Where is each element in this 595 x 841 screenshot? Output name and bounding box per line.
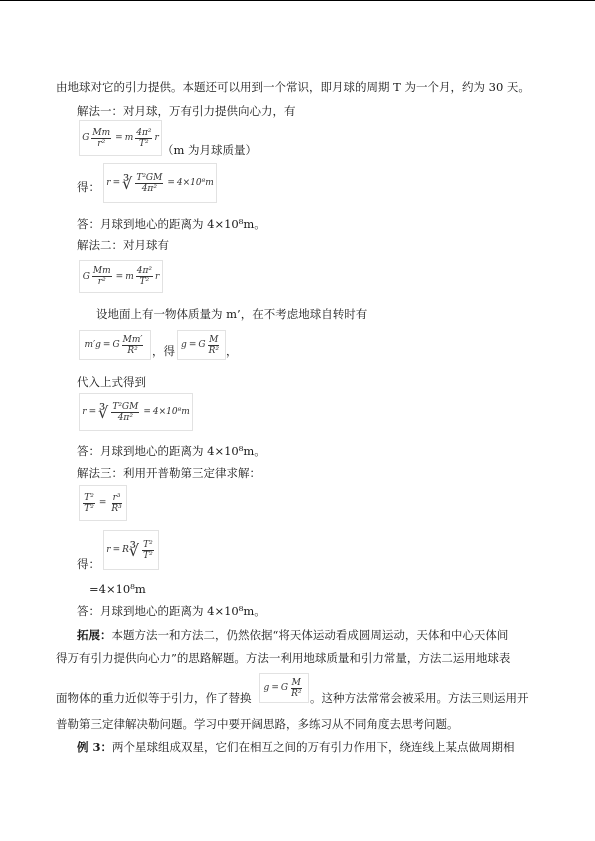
extension-line-3a: 面物体的重力近似等于引力，作了替换 <box>56 691 252 705</box>
extension-line-4: 普勒第三定律解决勒问题。学习中要开阔思路，多练习从不同角度去思考问题。 <box>56 717 459 731</box>
method1-answer: 答：月球到地心的距离为 4×10⁸m。 <box>77 217 266 231</box>
method2-answer: 答：月球到地心的距离为 4×10⁸m。 <box>77 444 266 458</box>
formula-kepler-third-law: $\frac{\text{T²}}{\text{T²}}$ = $\frac{\text{r³}}{\text{R³}}$ <box>79 485 127 521</box>
method2-setup: 设地面上有一物体质量为 m’，在不考虑地球自转时有 <box>96 307 368 321</box>
formula-orbit-radius-1: r = ∛ $\frac{\text{T²GM}}{\text{4π²}}$ = 4×10⁸m <box>103 163 217 203</box>
example3-line <box>77 740 515 754</box>
formula-g-replacement: g = G $\frac{M}{\text{R²}}$ <box>259 673 309 703</box>
paragraph-context: 由地球对它的引力提供。本题还可以用到一个常识，即月球的周期 T 为一个月，约为 30 天。 <box>56 80 530 94</box>
extension-label: 拓展： <box>77 628 112 642</box>
method1-heading: 解法一：对月球，万有引力提供向心力，有 <box>77 104 296 118</box>
method2-heading: 解法二：对月球有 <box>77 238 169 252</box>
method2-comma: ， <box>226 344 238 358</box>
header-rule <box>0 0 595 1</box>
extension-line-2: 得万有引力提供向心力”的思路解题。方法一利用地球质量和引力常量，方法二运用地球表 <box>56 651 511 665</box>
formula-surface-gravity: m′g = G $\frac{Mm'}{\text{R²}}$ <box>79 330 151 360</box>
formula-orbit-radius-3: r = R ∛ $\frac{\text{T²}}{\text{T²}}$ <box>103 530 159 570</box>
formula-g-substitution: g = G $\frac{M}{\text{R²}}$ <box>177 330 226 360</box>
example3-label: 例 3： <box>77 740 113 754</box>
method1-de: 得： <box>77 180 100 194</box>
extension-text-1: 本题方法一和方法二，仍然依据“将天体运动看成圆周运动，天体和中心天体间 <box>111 628 509 642</box>
formula-orbit-radius-2: r = ∛ $\frac{\text{T²GM}}{\text{4π²}}$ = 4×10⁸m <box>79 393 193 431</box>
method3-answer: 答：月球到地心的距离为 4×10⁸m。 <box>77 604 266 618</box>
formula-gravity-centripetal-1: G $\frac{Mm}{\text{r²}}$ = m $\frac{\text{4π²}}{\text{T²}}$ r <box>79 120 162 156</box>
method3-heading: 解法三：利用开普勒第三定律求解： <box>77 466 261 480</box>
method3-value: =4×10⁸m <box>89 582 146 596</box>
example3-text: 两个星球组成双星，它们在相互之间的万有引力作用下，绕连线上某点做周期相 <box>112 740 515 754</box>
method1-mass-note: （m 为月球质量） <box>162 143 258 157</box>
extension-line-3b: 。这种方法常常会被采用。方法三则运用开 <box>310 691 529 705</box>
formula-gravity-centripetal-2: G $\frac{Mm}{\text{r²}}$ = m $\frac{\text{4π²}}{\text{T²}}$ r <box>79 260 163 293</box>
method2-substitute: 代入上式得到 <box>77 375 146 389</box>
extension-line-1 <box>77 628 508 642</box>
method2-de: ，得 <box>152 344 175 358</box>
method3-de: 得： <box>77 557 100 571</box>
